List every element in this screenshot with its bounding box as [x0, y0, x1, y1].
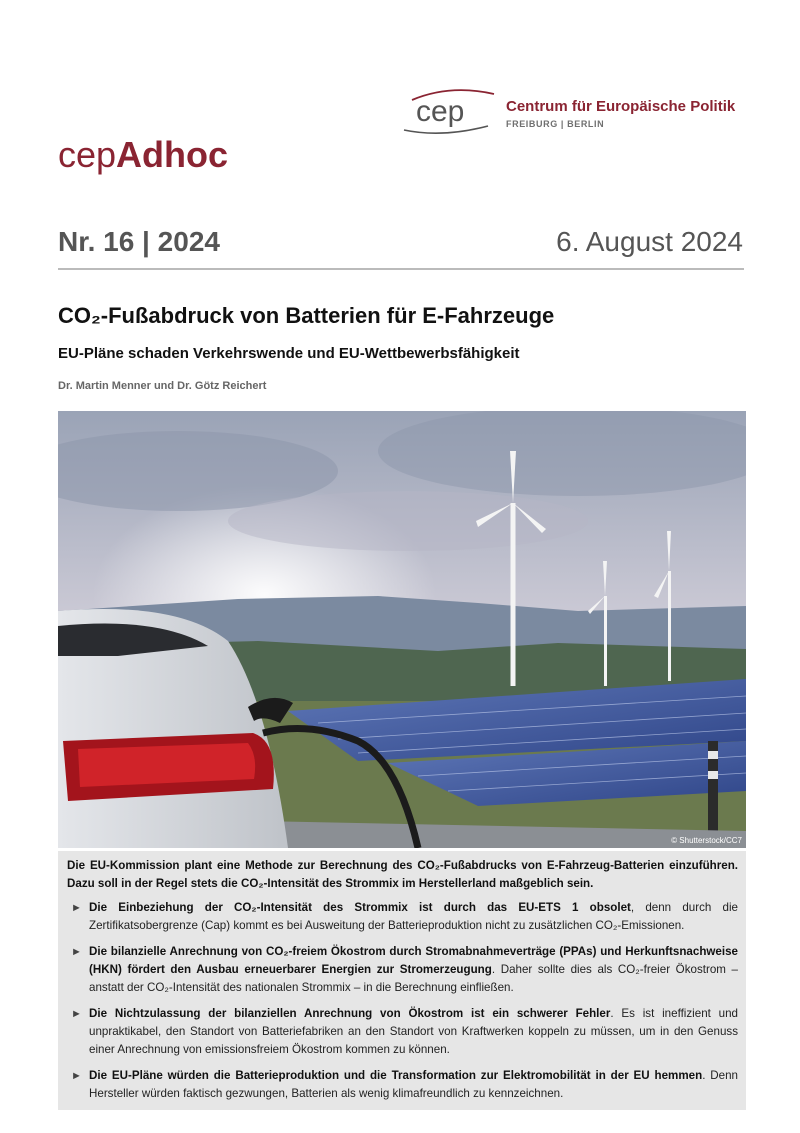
bullet-text: . Es ist ineffizient und unpraktikabel, den Standort von Batteriefabriken an den Standort von Kraftwerken koppeln zu müssen, um in den Genuss einer Anrechnung von emissionsfreiem Ökostrom kommen zu können. — [89, 1007, 738, 1056]
triangle-bullet-icon: ► — [71, 1070, 82, 1082]
summary-intro: Die EU-Kommission plant eine Methode zur Berechnung des CO₂-Fußabdrucks von E-Fahrzeug-Batterien einzuführen. Dazu soll in der Regel stets die CO₂-Intensität des Strommix im Herstellerland maßgeblich sein. — [67, 859, 738, 890]
logo-mark-text: cep — [416, 95, 465, 128]
hero-illustration — [58, 411, 746, 848]
series-title — [58, 134, 228, 176]
bullet-text: . Daher sollte dies als CO₂-freier Ökostrom – anstatt der CO₂-Intensität des nationalen Strommix – in die Berechnung einfließen. — [89, 963, 738, 994]
list-item — [67, 1067, 738, 1103]
cep-logo-mark — [402, 86, 502, 138]
issue-number: Nr. 16 | 2024 — [58, 226, 220, 257]
hero-image — [58, 411, 746, 848]
list-item — [67, 899, 738, 935]
article-subtitle: EU-Pläne schaden Verkehrswende und EU-Wettbewerbsfähigkeit — [58, 345, 520, 362]
article-authors: Dr. Martin Menner und Dr. Götz Reichert — [58, 380, 267, 392]
bullet-bold: Die Nichtzulassung der bilanziellen Anrechnung von Ökostrom ist ein schwerer Fehler — [89, 1007, 611, 1020]
header-divider — [58, 268, 744, 270]
article-title: CO₂-Fußabdruck von Batterien für E-Fahrzeuge — [58, 303, 555, 328]
bullet-bold: Die Einbeziehung der CO₂-Intensität des Strommix ist durch das EU-ETS 1 obsolet — [89, 901, 631, 914]
org-cities: FREIBURG | BERLIN — [506, 119, 605, 129]
series-prefix: cep — [58, 134, 117, 175]
bullet-bold: Die bilanzielle Anrechnung von CO₂-freiem Ökostrom durch Stromabnahmeverträge (PPAs) und Herkunftsnachweise (HKN) fördert den Ausbau erneuerbarer Energien zur Stromerzeugung — [89, 945, 738, 976]
summary-bullets — [67, 899, 738, 1103]
list-item — [67, 943, 738, 997]
bullet-text: , denn durch die Zertifikatsobergrenze (Cap) kommt es bei Ausweitung der Batterieproduktion nicht zu zusätzlichen CO₂-Emissionen. — [89, 901, 738, 932]
publication-date: 6. August 2024 — [556, 226, 743, 257]
summary-box — [58, 851, 746, 1110]
cep-logo — [402, 86, 747, 138]
list-item — [67, 1005, 738, 1059]
bullet-bold: Die EU-Pläne würden die Batterieproduktion und die Transformation zur Elektromobilität in der EU hemmen — [89, 1069, 703, 1082]
bullet-text: . Denn Hersteller würden faktisch gezwungen, Batterien als wenig klimafreundlich zu kennzeichnen. — [89, 1069, 738, 1100]
series-name: Adhoc — [116, 134, 229, 175]
triangle-bullet-icon: ► — [71, 902, 82, 914]
image-credit: © Shutterstock/CC7 — [671, 836, 742, 845]
org-name: Centrum für Europäische Politik — [506, 98, 736, 115]
triangle-bullet-icon: ► — [71, 1008, 82, 1020]
triangle-bullet-icon: ► — [71, 946, 82, 958]
